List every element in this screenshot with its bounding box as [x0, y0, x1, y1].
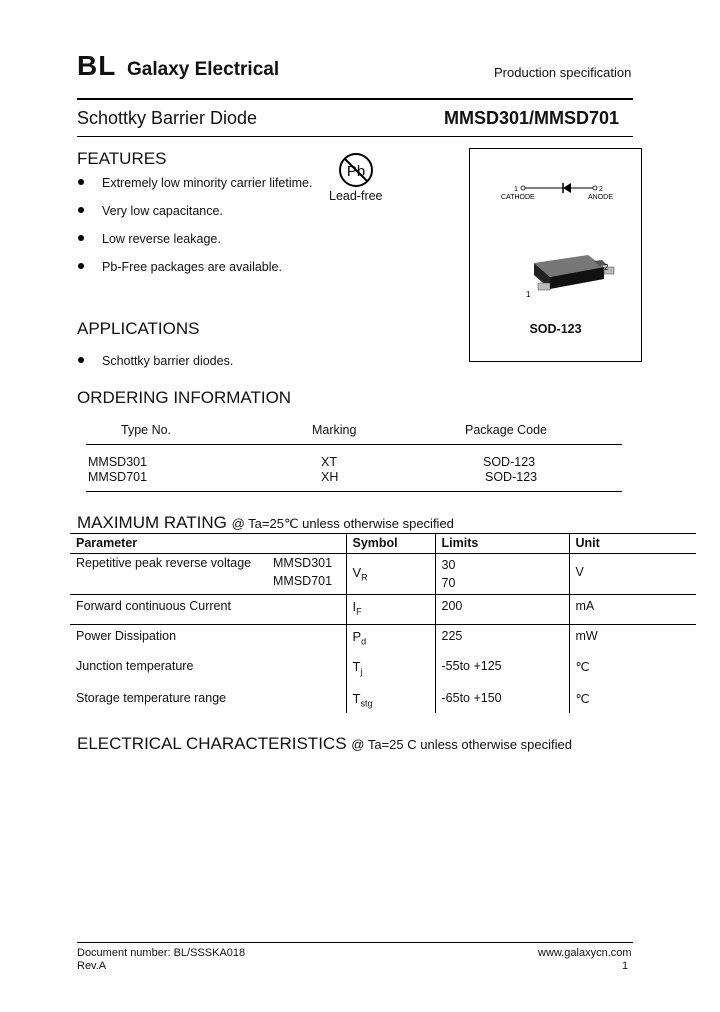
symbol-vr-sub: R	[361, 572, 368, 583]
max-rating-table	[70, 533, 696, 713]
ordering-cell: XH	[321, 470, 339, 484]
electrical-condition: @ Ta=25 C unless otherwise specified	[351, 737, 572, 752]
max-rating-heading: MAXIMUM RATING	[77, 513, 227, 532]
limit-vr-1: 30	[441, 558, 456, 572]
symbol-if-sub: F	[356, 606, 362, 617]
pin2-label: 2	[599, 186, 603, 193]
param-vr-sub2: MMSD701	[273, 574, 333, 588]
bullet-icon	[78, 263, 84, 269]
max-rating-title	[77, 513, 454, 533]
table-header-row	[70, 533, 696, 554]
ordering-rule-bottom	[86, 491, 622, 492]
product-type: Schottky Barrier Diode	[77, 108, 258, 128]
footer-rule	[77, 942, 633, 943]
bullet-icon	[78, 235, 84, 241]
col-header-limits: Limits	[435, 533, 569, 554]
brand-name: Galaxy Electrical	[127, 59, 280, 80]
table-row	[70, 595, 696, 625]
lead1-label: 1	[526, 290, 531, 299]
cathode-terminal	[521, 186, 525, 190]
unit-tstg: ℃	[569, 687, 696, 713]
lead2-label: 2	[604, 263, 609, 272]
ordering-header-marking: Marking	[312, 423, 357, 437]
param-vr-sub1: MMSD301	[273, 556, 333, 570]
feature-item: Low reverse leakage.	[102, 232, 221, 246]
unit-pd: mW	[569, 625, 696, 656]
electrical-title	[77, 734, 572, 754]
package-box	[469, 148, 642, 362]
part-numbers: MMSD301/MMSD701	[444, 108, 620, 128]
brand-logo-bl: BL	[77, 50, 117, 81]
symbol-tj: T	[352, 659, 361, 674]
feature-item: Pb-Free packages are available.	[102, 260, 282, 274]
col-header-symbol: Symbol	[346, 533, 435, 554]
anode-label: ANODE	[588, 194, 613, 201]
ordering-header-type: Type No.	[121, 423, 172, 437]
bullet-icon	[78, 357, 84, 363]
website: www.galaxycn.com	[538, 947, 632, 959]
symbol-pd-sub: d	[361, 636, 367, 647]
ordering-cell: MMSD301	[88, 455, 148, 469]
col-header-unit: Unit	[569, 533, 696, 554]
lead-free-label: Lead-free	[329, 189, 383, 203]
ordering-rule-top	[86, 444, 622, 445]
symbol-tj-sub: j	[360, 666, 363, 677]
ordering-title: ORDERING INFORMATION	[77, 388, 292, 407]
symbol-if: I	[352, 599, 357, 614]
param-vr: Repetitive peak reverse voltage	[76, 556, 252, 570]
application-item: Schottky barrier diodes.	[102, 354, 234, 368]
diode-triangle	[563, 183, 571, 193]
header-rule-bottom	[77, 136, 633, 137]
symbol-tstg-sub: stg	[360, 698, 373, 709]
unit-tj: ℃	[569, 655, 696, 687]
header-rule-top	[77, 98, 633, 100]
anode-terminal	[593, 186, 597, 190]
max-rating-condition: @ Ta=25℃ unless otherwise specified	[231, 516, 454, 531]
col-header-parameter: Parameter	[70, 533, 346, 554]
table-row	[70, 554, 696, 595]
lead-free-symbol: Pb	[346, 163, 366, 180]
unit-vr: V	[569, 554, 696, 595]
table-row	[70, 625, 696, 656]
unit-if: mA	[569, 595, 696, 625]
ordering-cell: XT	[321, 455, 337, 469]
ordering-cell: SOD-123	[483, 455, 536, 469]
features-title: FEATURES	[77, 149, 167, 168]
doc-number: Document number: BL/SSSKA018	[77, 947, 246, 959]
ordering-cell: MMSD701	[88, 470, 148, 484]
revision: Rev.A	[77, 960, 107, 972]
table-row	[70, 687, 696, 713]
page-number: 1	[622, 960, 629, 972]
symbol-pd: P	[352, 629, 362, 644]
limit-vr-2: 70	[441, 576, 456, 590]
feature-item: Very low capacitance.	[102, 204, 223, 218]
limit-tstg: -65to +150	[435, 687, 569, 713]
limit-if: 200	[435, 595, 569, 625]
pin1-label: 1	[514, 186, 518, 193]
symbol-vr: V	[352, 565, 362, 580]
ordering-header-package: Package Code	[465, 423, 548, 437]
param-tstg: Storage temperature range	[76, 691, 227, 705]
limit-tj: -55to +125	[435, 655, 569, 687]
param-if: Forward continuous Current	[70, 595, 346, 625]
limit-pd: 225	[435, 625, 569, 656]
table-row	[70, 655, 696, 687]
cathode-label: CATHODE	[501, 194, 535, 201]
spec-label: Production specification	[494, 65, 632, 80]
bullet-icon	[78, 179, 84, 185]
package-name: SOD-123	[529, 322, 582, 336]
ordering-cell: SOD-123	[485, 470, 538, 484]
param-pd: Power Dissipation	[76, 629, 177, 643]
applications-title: APPLICATIONS	[77, 319, 200, 338]
lead-left	[538, 283, 550, 290]
symbol-tstg: T	[352, 691, 361, 706]
param-tj: Junction temperature	[76, 659, 194, 673]
bullet-icon	[78, 207, 84, 213]
feature-item: Extremely low minority carrier lifetime.	[102, 176, 313, 190]
electrical-heading: ELECTRICAL CHARACTERISTICS	[77, 734, 347, 753]
lead-free-icon	[336, 150, 378, 192]
